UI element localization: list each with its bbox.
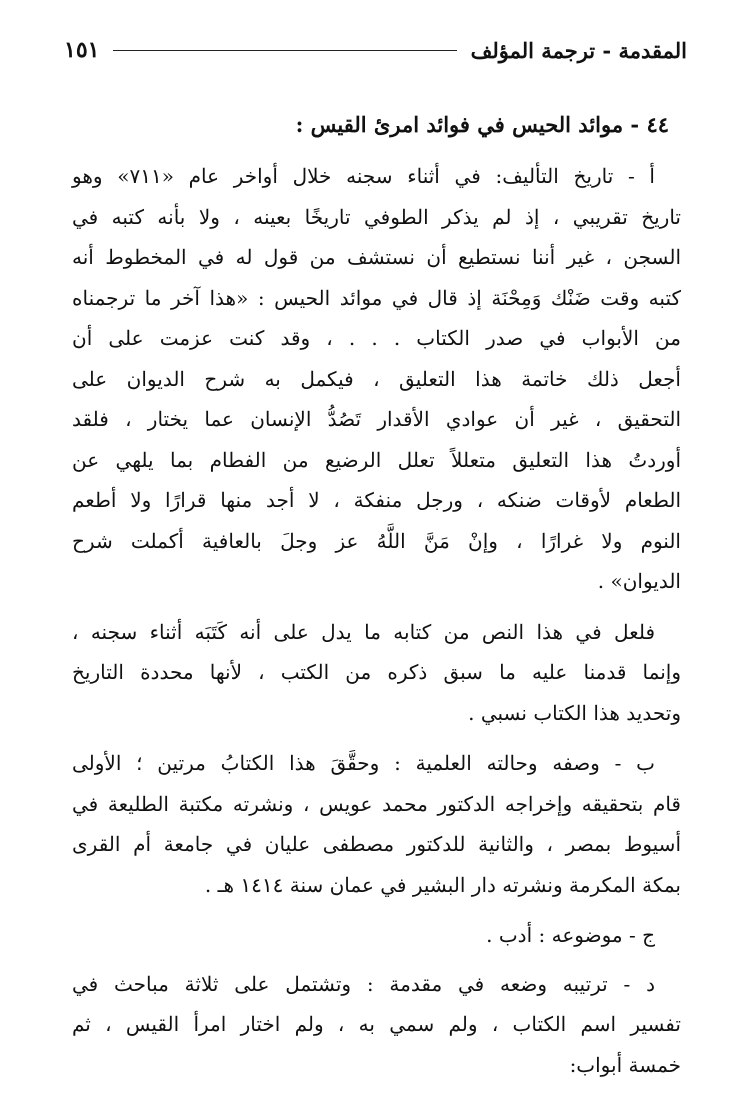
text-line: قام بتحقيقه وإخراجه الدكتور محمد عويس ، ونشرته مكتبة الطليعة في xyxy=(72,791,681,816)
page-content xyxy=(72,104,681,1095)
text-line: بمكة المكرمة ونشرته دار البشير في عمان سنة ١٤١٤ هـ . xyxy=(204,872,681,897)
text-line: د - ترتيبه وضعه في مقدمة : وتشتمل على ثلاثة مباحث في xyxy=(72,971,655,996)
text-line: ج - موضوعه : أدب . xyxy=(486,923,655,947)
text-line: من الأبواب في صدر الكتاب . . . ، وقد كنت عزمت على أن xyxy=(72,326,681,350)
paragraph xyxy=(72,612,681,734)
text-line: أسيوط بمصر ، والثانية للدكتور مصطفى عليان في جامعة أم القرى xyxy=(72,832,681,856)
text-line: التحقيق ، غير أن عوادي الأقدار تَصُدُّ الإنسان عما يختار ، فلقد xyxy=(72,407,681,431)
paragraph xyxy=(72,156,681,602)
text-line: أوردتُ هذا التعليق متعللاً تعلل الرضيع من الفطام بما يلهي عن xyxy=(72,447,681,472)
text-line: ب - وصفه وحالته العلمية : وحقَّقَ هذا الكتابُ مرتين ؛ الأولى xyxy=(72,751,655,775)
text-line: أ - تاريخ التأليف: في أثناء سجنه خلال أواخر عام «٧١١» وهو xyxy=(72,164,655,188)
paragraphs xyxy=(72,156,681,1085)
text-line: وإنما قدمنا عليه ما سبق ذكره من الكتب ، لأنها محددة التاريخ xyxy=(72,660,681,684)
text-line: فلعل في هذا النص من كتابه ما يدل على أنه كَتَبَه أثناء سجنه ، xyxy=(72,619,656,644)
text-line: خمسة أبواب: xyxy=(569,1052,681,1077)
paragraph xyxy=(72,743,681,905)
text-line: تفسير اسم الكتاب ، ولم سمي به ، ولم اختار امرأ القيس ، ثم xyxy=(72,1012,681,1036)
text-line: وتحديد هذا الكتاب نسبي . xyxy=(468,700,681,725)
text-line: السجن ، غير أننا نستطيع أن نستشف من قول له في المخطوط أنه xyxy=(72,245,681,269)
paragraph xyxy=(72,964,681,1086)
page-header xyxy=(64,34,687,66)
text-line: الطعام لأوقات ضنكه ، ورجل منفكة ، لا أجد منها قرارًا ولا أطعم xyxy=(72,488,681,512)
paragraph xyxy=(72,915,681,956)
header-rule xyxy=(113,50,456,51)
text-line: النوم ولا غرارًا ، وإنْ مَنَّ اللَّهُ عز وجلَ بالعافية أكملت شرح xyxy=(72,528,681,553)
text-line: كتبه وقت ضَنْك وَمِحْنَة إذ قال في موائد الحيس : «هذا آخر ما ترجمناه xyxy=(72,285,681,310)
running-title: المقدمة - ترجمة المؤلف xyxy=(470,37,687,63)
text-line: الديوان» . xyxy=(597,569,681,593)
section-heading: ٤٤ - موائد الحيس في فوائد امرئ القيس : xyxy=(295,112,669,137)
text-line: أجعل ذلك خاتمة هذا التعليق ، فيكمل به شرح الديوان على xyxy=(72,366,681,391)
page-number: ١٥١ xyxy=(64,37,100,63)
text-line: تاريخ تقريبي ، إذ لم يذكر الطوفي تاريخًا بعينه ، ولا بأنه كتبه في xyxy=(72,204,681,229)
